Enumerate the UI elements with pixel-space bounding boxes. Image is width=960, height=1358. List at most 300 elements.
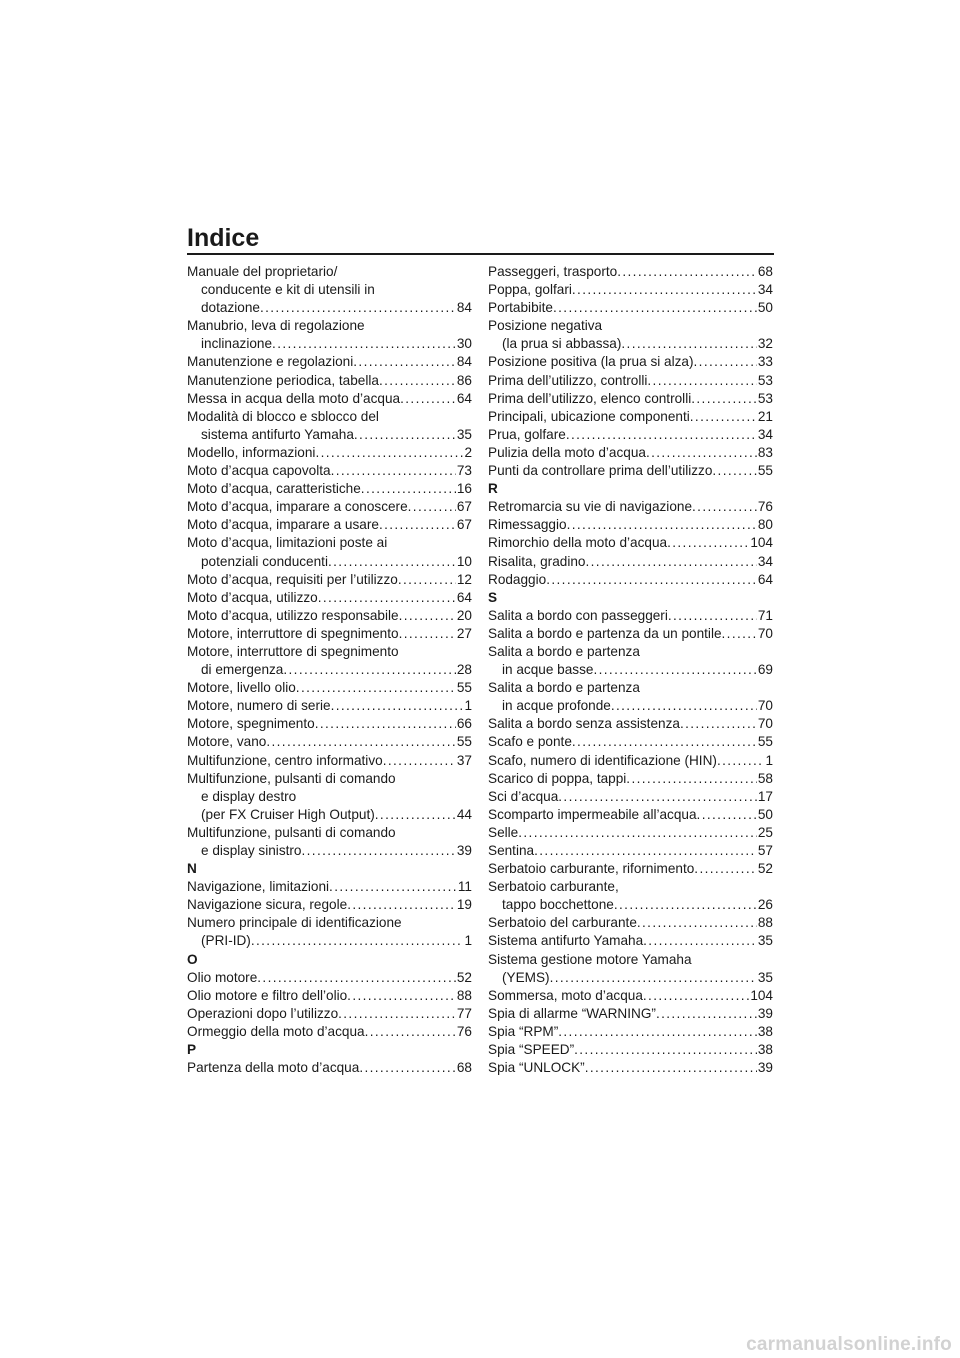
index-section-letter: S bbox=[488, 589, 498, 605]
index-entry bbox=[187, 390, 472, 408]
dot-leader bbox=[643, 987, 749, 1005]
dot-leader bbox=[697, 806, 757, 824]
index-entry bbox=[187, 1059, 472, 1077]
index-entry-text: Moto d’acqua, requisiti per l’utilizzo bbox=[187, 571, 398, 587]
dot-leader bbox=[585, 553, 756, 571]
index-page-number: 57 bbox=[757, 843, 773, 858]
index-entry bbox=[488, 679, 773, 715]
index-page-number: 16 bbox=[456, 481, 472, 497]
dot-leader bbox=[617, 263, 757, 281]
index-entry-text: Risalita, gradino bbox=[488, 553, 586, 569]
index-entry-text: (PRI-ID) bbox=[201, 933, 251, 949]
index-entry-text: Scomparto impermeabile all’acqua bbox=[488, 806, 697, 822]
dot-leader bbox=[257, 969, 456, 987]
index-entry bbox=[187, 444, 472, 462]
index-entry-text: Numero principale di identificazione bbox=[187, 915, 402, 931]
index-page-number: 76 bbox=[757, 499, 773, 515]
index-entry-text: Salita a bordo senza assistenza bbox=[488, 716, 680, 732]
index-page-number: 71 bbox=[757, 607, 773, 623]
index-entry-text: Spia “RPM” bbox=[488, 1023, 559, 1039]
index-entry-text: Moto d’acqua, imparare a usare bbox=[187, 517, 379, 533]
index-entry bbox=[488, 987, 773, 1005]
index-entry bbox=[187, 607, 472, 625]
index-entry-text: tappo bocchettone bbox=[502, 897, 614, 913]
index-page-number: 44 bbox=[456, 806, 472, 822]
index-entry-text: Manutenzione periodica, tabella bbox=[187, 372, 379, 388]
index-page-number: 104 bbox=[750, 535, 773, 551]
index-entry-text: Prima dell’utilizzo, controlli bbox=[488, 372, 648, 388]
index-page-number: 21 bbox=[757, 408, 773, 424]
index-entry bbox=[488, 824, 773, 842]
index-page-number: 86 bbox=[456, 372, 472, 388]
dot-leader bbox=[365, 1023, 456, 1041]
index-entry bbox=[187, 824, 472, 860]
index-entry bbox=[488, 390, 773, 408]
dot-leader bbox=[717, 752, 765, 770]
index-entry-text: Serbatoio carburante, rifornimento bbox=[488, 861, 695, 877]
dot-leader bbox=[585, 1059, 757, 1077]
title-rule bbox=[187, 253, 774, 255]
index-entry bbox=[488, 752, 773, 770]
dot-leader bbox=[347, 896, 456, 914]
index-page-number: 39 bbox=[456, 843, 472, 858]
index-entry-text: Pulizia della moto d’acqua bbox=[488, 444, 646, 460]
index-entry-text: Moto d’acqua, imparare a conoscere bbox=[187, 499, 408, 515]
dot-leader bbox=[361, 480, 456, 498]
dot-leader bbox=[643, 932, 757, 950]
index-entry bbox=[187, 353, 472, 371]
dot-leader bbox=[656, 1005, 757, 1023]
index-page-number: 50 bbox=[757, 300, 773, 316]
index-section-letter: R bbox=[488, 481, 498, 497]
index-entry bbox=[187, 589, 472, 607]
index-entry bbox=[488, 842, 773, 860]
index-entry-text: Spia “SPEED” bbox=[488, 1042, 575, 1058]
index-page-number: 52 bbox=[757, 861, 773, 877]
index-page-number: 53 bbox=[757, 372, 773, 388]
index-page-number: 88 bbox=[456, 987, 472, 1003]
index-entry-text: in acque profonde bbox=[502, 698, 611, 714]
index-entry-text: sistema antifurto Yamaha bbox=[201, 426, 354, 442]
index-page-number: 35 bbox=[757, 933, 773, 949]
index-page-number: 11 bbox=[457, 879, 472, 895]
index-entry bbox=[488, 1041, 773, 1059]
dot-leader bbox=[712, 462, 756, 480]
dot-leader bbox=[266, 733, 456, 751]
index-page-number: 25 bbox=[757, 824, 773, 840]
index-entry-text: Navigazione sicura, regole bbox=[187, 897, 348, 913]
index-entry bbox=[488, 625, 773, 643]
dot-leader bbox=[611, 697, 757, 715]
index-entry bbox=[187, 317, 472, 353]
dot-leader bbox=[347, 987, 456, 1005]
index-entry-text: Salita a bordo e partenza bbox=[488, 680, 640, 696]
dot-leader bbox=[399, 625, 456, 643]
index-entry bbox=[187, 896, 472, 914]
index-entry-text: Motore, vano bbox=[187, 734, 267, 750]
dot-leader bbox=[572, 281, 757, 299]
dot-leader bbox=[315, 715, 456, 733]
index-page-number: 1 bbox=[464, 933, 472, 949]
index-entry-text: Motore, livello olio bbox=[187, 680, 296, 696]
dot-leader bbox=[694, 353, 757, 371]
index-page-number: 88 bbox=[757, 915, 773, 931]
dot-leader bbox=[553, 299, 757, 317]
index-entry-text: Rimessaggio bbox=[488, 517, 567, 533]
index-page-number: 38 bbox=[757, 1042, 773, 1058]
dot-leader bbox=[566, 426, 757, 444]
index-page-number: 37 bbox=[456, 752, 472, 768]
index-entry-text: Portabibite bbox=[488, 300, 553, 316]
index-entry bbox=[187, 625, 472, 643]
dot-leader bbox=[329, 878, 457, 896]
index-page-number: 55 bbox=[757, 734, 773, 750]
index-page-number: 34 bbox=[757, 553, 773, 569]
dot-leader bbox=[318, 589, 456, 607]
index-entry-text: Navigazione, limitazioni bbox=[187, 879, 330, 895]
index-page-number: 84 bbox=[456, 300, 472, 316]
index-column-left bbox=[187, 263, 472, 1077]
dot-leader bbox=[400, 390, 456, 408]
index-entry bbox=[187, 372, 472, 390]
index-entry-text: Serbatoio del carburante bbox=[488, 915, 637, 931]
index-entry bbox=[488, 607, 773, 625]
dot-leader bbox=[690, 408, 757, 426]
dot-leader bbox=[680, 715, 757, 733]
index-entry-text: (YEMS) bbox=[502, 969, 550, 985]
index-entry-text: Salita a bordo e partenza bbox=[488, 643, 640, 659]
index-entry-text: Salita a bordo e partenza da un pontile bbox=[488, 625, 722, 641]
index-entry bbox=[488, 860, 773, 878]
index-entry-text: Olio motore bbox=[187, 969, 258, 985]
index-entry bbox=[488, 353, 773, 371]
index-page-number: 20 bbox=[456, 607, 472, 623]
index-page-number: 73 bbox=[456, 463, 472, 479]
index-entry-text: Motore, numero di serie bbox=[187, 698, 331, 714]
dot-leader bbox=[637, 914, 757, 932]
dot-leader bbox=[558, 788, 757, 806]
dot-leader bbox=[647, 372, 756, 390]
dot-leader bbox=[646, 444, 757, 462]
dot-leader bbox=[546, 571, 757, 589]
index-page-number: 55 bbox=[456, 734, 472, 750]
index-entry-text: Multifunzione, centro informativo bbox=[187, 752, 383, 768]
index-page-number: 17 bbox=[757, 788, 773, 804]
index-page-number: 38 bbox=[757, 1023, 773, 1039]
index-entry-text: Multifunzione, pulsanti di comando bbox=[187, 770, 396, 786]
index-entry bbox=[187, 733, 472, 751]
index-entry bbox=[488, 914, 773, 932]
index-entry bbox=[488, 299, 773, 317]
index-entry-text: Moto d’acqua, utilizzo responsabile bbox=[187, 607, 399, 623]
dot-leader bbox=[260, 299, 456, 317]
index-page-number: 34 bbox=[757, 282, 773, 298]
index-entry bbox=[488, 1059, 773, 1077]
index-entry-text: e display destro bbox=[201, 788, 297, 804]
index-section-letter: O bbox=[187, 951, 198, 967]
index-page-number: 50 bbox=[757, 806, 773, 822]
index-entry bbox=[488, 770, 773, 788]
index-entry-text: Passeggeri, trasporto bbox=[488, 264, 618, 279]
index-entry bbox=[187, 643, 472, 679]
index-page-number: 52 bbox=[456, 969, 472, 985]
index-entry bbox=[187, 534, 472, 570]
index-page-number: 67 bbox=[456, 517, 472, 533]
index-entry bbox=[187, 498, 472, 516]
index-entry-text: Spia “UNLOCK” bbox=[488, 1060, 585, 1076]
index-entry bbox=[187, 697, 472, 715]
index-entry bbox=[488, 715, 773, 733]
index-page-number: 10 bbox=[456, 553, 472, 569]
index-entry-text: conducente e kit di utensili in bbox=[201, 282, 375, 298]
index-entry bbox=[488, 534, 773, 552]
dot-leader bbox=[359, 1059, 456, 1077]
dot-leader bbox=[379, 372, 456, 390]
index-entry bbox=[488, 951, 773, 987]
dot-leader bbox=[251, 932, 464, 950]
index-entry bbox=[488, 571, 773, 589]
index-entry-text: Messa in acqua della moto d’acqua bbox=[187, 390, 401, 406]
dot-leader bbox=[626, 770, 757, 788]
index-page-number: 70 bbox=[757, 716, 773, 732]
index-entry bbox=[187, 679, 472, 697]
index-entry-text: Manuale del proprietario/ bbox=[187, 264, 338, 279]
index-entry bbox=[187, 516, 472, 534]
dot-leader bbox=[668, 607, 757, 625]
index-entry-text: Manutenzione e regolazioni bbox=[187, 354, 354, 370]
index-page-number: 66 bbox=[456, 716, 472, 732]
index-entry bbox=[187, 571, 472, 589]
page-title: Indice bbox=[187, 224, 260, 252]
dot-leader bbox=[567, 516, 757, 534]
index-column-right bbox=[488, 263, 773, 1077]
index-entry-text: Spia di allarme “WARNING” bbox=[488, 1005, 656, 1021]
index-entry-text: Sommersa, moto d’acqua bbox=[488, 987, 643, 1003]
index-page-number: 64 bbox=[456, 589, 472, 605]
index-entry-text: Prua, golfare bbox=[488, 426, 566, 442]
dot-leader bbox=[694, 860, 757, 878]
index-entry-text: (per FX Cruiser High Output) bbox=[201, 806, 375, 822]
index-entry-text: Principali, ubicazione componenti bbox=[488, 408, 690, 424]
dot-leader bbox=[296, 679, 456, 697]
index-page-number: 53 bbox=[757, 390, 773, 406]
index-entry bbox=[488, 317, 773, 353]
index-entry-text: Prima dell’utilizzo, elenco controlli bbox=[488, 390, 692, 406]
dot-leader bbox=[518, 824, 757, 842]
index-entry-text: e display sinistro bbox=[201, 843, 302, 858]
index-page-number: 39 bbox=[757, 1005, 773, 1021]
index-entry-text: Sistema gestione motore Yamaha bbox=[488, 951, 692, 967]
index-entry bbox=[488, 733, 773, 751]
index-page-number: 30 bbox=[456, 336, 472, 352]
index-entry bbox=[488, 878, 773, 914]
index-page-number: 80 bbox=[757, 517, 773, 533]
index-entry bbox=[488, 643, 773, 679]
index-entry-text: Punti da controllare prima dell’utilizzo bbox=[488, 463, 713, 479]
index-entry bbox=[187, 1023, 472, 1041]
index-entry bbox=[187, 987, 472, 1005]
index-entry bbox=[488, 281, 773, 299]
index-entry bbox=[488, 372, 773, 390]
index-entry-text: Moto d’acqua, caratteristiche bbox=[187, 481, 361, 497]
dot-leader bbox=[315, 444, 463, 462]
index-entry bbox=[488, 932, 773, 950]
index-page-number: 1 bbox=[464, 698, 472, 714]
watermark: carmanualsonline.info bbox=[746, 1334, 952, 1355]
index-page-number: 67 bbox=[456, 499, 472, 515]
index-entry bbox=[488, 263, 773, 281]
index-entry-text: Posizione positiva (la prua si alza) bbox=[488, 354, 694, 370]
index-entry bbox=[187, 969, 472, 987]
index-entry-text: Olio motore e filtro dell’olio bbox=[187, 987, 348, 1003]
index-entry-text: Retromarcia su vie di navigazione bbox=[488, 499, 693, 515]
dot-leader bbox=[667, 534, 749, 552]
dot-leader bbox=[302, 842, 456, 860]
dot-leader bbox=[408, 498, 456, 516]
index-entry bbox=[187, 878, 472, 896]
dot-leader bbox=[621, 335, 756, 353]
index-entry-text: in acque basse bbox=[502, 662, 594, 678]
index-entry bbox=[488, 408, 773, 426]
index-entry-text: Operazioni dopo l’utilizzo bbox=[187, 1005, 339, 1021]
dot-leader bbox=[383, 752, 456, 770]
dot-leader bbox=[328, 553, 456, 571]
index-page-number: 70 bbox=[757, 625, 773, 641]
dot-leader bbox=[691, 390, 757, 408]
index-page-number: 84 bbox=[456, 354, 472, 370]
index-entry-text: Serbatoio carburante, bbox=[488, 879, 619, 895]
index-page-number: 58 bbox=[757, 770, 773, 786]
index-entry bbox=[187, 480, 472, 498]
index-entry-text: Rimorchio della moto d’acqua bbox=[488, 535, 668, 551]
index-page-number: 83 bbox=[757, 444, 773, 460]
index-entry bbox=[488, 553, 773, 571]
dot-leader bbox=[331, 462, 456, 480]
index-section-letter: N bbox=[187, 861, 197, 877]
index-entry-text: Salita a bordo con passeggeri bbox=[488, 607, 668, 623]
index-page-number: 104 bbox=[750, 987, 773, 1003]
index-page-number: 39 bbox=[757, 1060, 773, 1076]
index-entry bbox=[488, 426, 773, 444]
dot-leader bbox=[379, 516, 456, 534]
index-entry bbox=[488, 444, 773, 462]
index-entry-text: Motore, spegnimento bbox=[187, 716, 315, 732]
index-entry-text: Posizione negativa bbox=[488, 318, 603, 334]
index-entry-text: Moto d’acqua, limitazioni poste ai bbox=[187, 535, 388, 551]
index-page-number: 33 bbox=[757, 354, 773, 370]
dot-leader bbox=[722, 625, 757, 643]
dot-leader bbox=[398, 571, 456, 589]
index-entry bbox=[488, 788, 773, 806]
index-page-number: 55 bbox=[757, 463, 773, 479]
index-entry-text: Moto d’acqua, utilizzo bbox=[187, 589, 318, 605]
index-entry bbox=[488, 1023, 773, 1041]
index-page-number: 26 bbox=[757, 897, 773, 913]
index-page-number: 68 bbox=[456, 1060, 472, 1076]
index-page-number: 28 bbox=[456, 662, 472, 678]
index-page-number: 12 bbox=[456, 571, 472, 587]
dot-leader bbox=[375, 806, 456, 824]
index-entry-text: (la prua si abbassa) bbox=[502, 336, 622, 352]
index-entry-text: Motore, interruttore di spegnimento bbox=[187, 643, 399, 659]
index-entry bbox=[187, 1005, 472, 1023]
index-entry-text: dotazione bbox=[201, 300, 260, 316]
index-section-letter: P bbox=[187, 1042, 197, 1058]
index-entry bbox=[488, 516, 773, 534]
dot-leader bbox=[593, 661, 756, 679]
index-entry bbox=[187, 263, 472, 317]
dot-leader bbox=[550, 969, 757, 987]
index-page-number: 27 bbox=[456, 625, 472, 641]
index-entry-text: Motore, interruttore di spegnimento bbox=[187, 625, 399, 641]
index-page-number: 70 bbox=[757, 698, 773, 714]
index-entry-text: Scarico di poppa, tappi bbox=[488, 770, 627, 786]
index-entry-text: Selle bbox=[488, 824, 519, 840]
index-page-number: 34 bbox=[757, 426, 773, 442]
dot-leader bbox=[692, 498, 757, 516]
index-page-number: 32 bbox=[757, 336, 773, 352]
index-entry bbox=[488, 462, 773, 480]
index-page-number: 55 bbox=[456, 680, 472, 696]
dot-leader bbox=[558, 1023, 757, 1041]
index-page-number: 1 bbox=[765, 752, 773, 768]
index-entry-text: Rodaggio bbox=[488, 571, 547, 587]
dot-leader bbox=[534, 842, 757, 860]
index-entry-text: Multifunzione, pulsanti di comando bbox=[187, 824, 396, 840]
index-entry-text: Ormeggio della moto d’acqua bbox=[187, 1023, 365, 1039]
dot-leader bbox=[331, 697, 464, 715]
index-page-number: 69 bbox=[757, 662, 773, 678]
index-page-number: 35 bbox=[456, 426, 472, 442]
index-entry-text: inclinazione bbox=[201, 336, 273, 352]
dot-leader bbox=[399, 607, 456, 625]
index-entry bbox=[488, 498, 773, 516]
index-entry bbox=[187, 770, 472, 824]
index-entry-text: Poppa, golfari bbox=[488, 282, 572, 298]
index-page-number: 77 bbox=[456, 1005, 472, 1021]
dot-leader bbox=[283, 661, 456, 679]
index-page-number: 2 bbox=[464, 444, 472, 460]
dot-leader bbox=[614, 896, 757, 914]
index-page-number: 64 bbox=[456, 390, 472, 406]
index-page-number: 64 bbox=[757, 571, 773, 587]
index-entry-text: Sistema antifurto Yamaha bbox=[488, 933, 644, 949]
dot-leader bbox=[272, 335, 456, 353]
dot-leader bbox=[572, 733, 757, 751]
index-entry-text: Scafo, numero di identificazione (HIN) bbox=[488, 752, 717, 768]
dot-leader bbox=[338, 1005, 456, 1023]
dot-leader bbox=[354, 426, 456, 444]
dot-leader bbox=[574, 1041, 757, 1059]
index-page-number: 19 bbox=[456, 897, 472, 913]
index-entry bbox=[187, 408, 472, 444]
dot-leader bbox=[353, 353, 456, 371]
index-page-number: 68 bbox=[757, 264, 773, 279]
index-page-number: 76 bbox=[456, 1023, 472, 1039]
index-entry-text: potenziali conducenti bbox=[201, 553, 328, 569]
index-entry bbox=[488, 1005, 773, 1023]
index-entry-text: Modalità di blocco e sblocco del bbox=[187, 408, 379, 424]
index-entry-text: Scafo e ponte bbox=[488, 734, 572, 750]
index-entry bbox=[488, 806, 773, 824]
index-entry-text: Modello, informazioni bbox=[187, 444, 316, 460]
index-entry-text: di emergenza bbox=[201, 662, 284, 678]
index-entry bbox=[187, 462, 472, 480]
index-entry bbox=[187, 914, 472, 950]
index-page-number: 35 bbox=[757, 969, 773, 985]
index-entry bbox=[187, 752, 472, 770]
index-entry-text: Moto d’acqua capovolta bbox=[187, 463, 331, 479]
